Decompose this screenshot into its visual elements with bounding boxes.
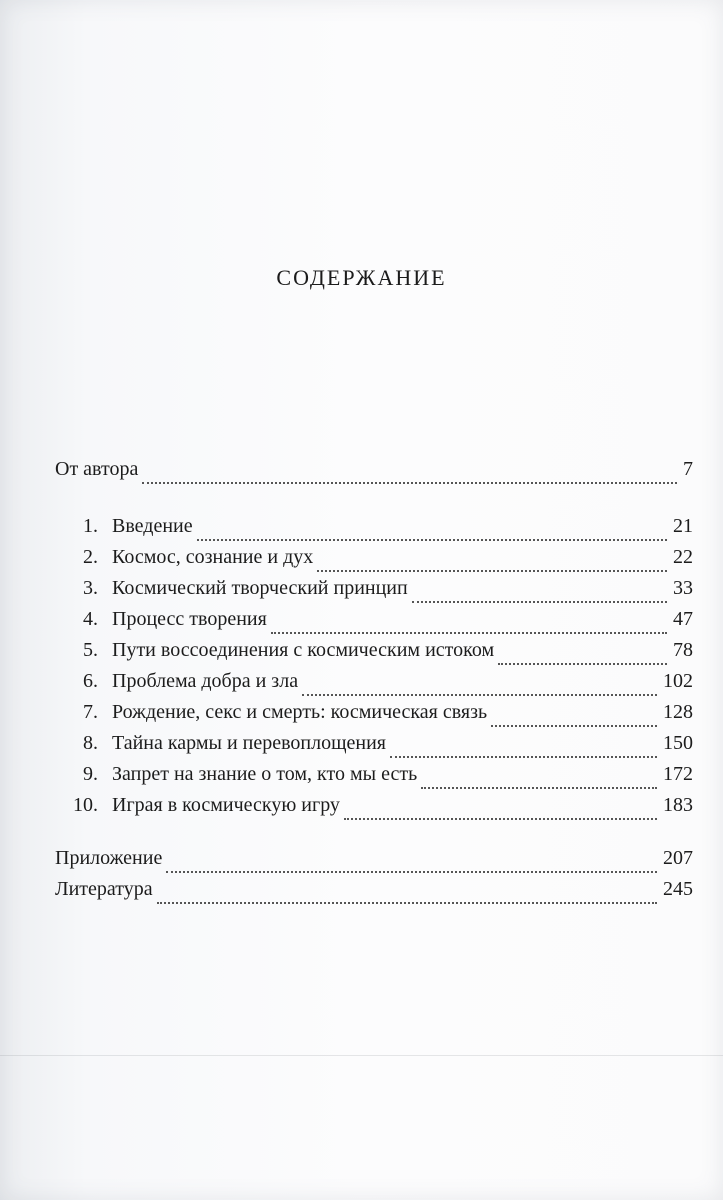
- chapter-number: 2.: [83, 546, 98, 568]
- dot-leader: [166, 871, 657, 873]
- chapter-number: 9.: [83, 763, 98, 785]
- toc-entry-page: 128: [663, 701, 693, 723]
- toc-entry-chapter-1: [55, 515, 693, 546]
- toc-entry-chapter-4: [55, 608, 693, 639]
- toc-entry-page: 245: [663, 878, 693, 900]
- page-title: СОДЕРЖАНИЕ: [276, 265, 447, 290]
- toc-entry-label: Космос, сознание и дух: [112, 546, 314, 568]
- toc-entry-label: Приложение: [55, 847, 163, 869]
- dot-leader: [344, 818, 657, 820]
- dot-leader: [412, 601, 667, 603]
- toc-entry-label: Процесс творения: [112, 608, 267, 630]
- toc-entry-chapter-3: [55, 577, 693, 608]
- toc-entry-label: Запрет на знание о том, кто мы есть: [112, 763, 418, 785]
- chapter-number: 8.: [83, 732, 98, 754]
- toc-entry-literature: [55, 878, 693, 909]
- toc-entry-label: Космический творческий принцип: [112, 577, 408, 599]
- toc-entry-appendix: [55, 847, 693, 878]
- toc-entry-chapter-2: [55, 546, 693, 577]
- page-edge-shadow: [0, 1055, 723, 1056]
- toc-entry-page: 102: [663, 670, 693, 692]
- dot-leader: [421, 787, 657, 789]
- toc-entry-label: Тайна кармы и перевоплощения: [112, 732, 386, 754]
- dot-leader: [197, 539, 667, 541]
- toc-entry-label: Введение: [112, 515, 193, 537]
- dot-leader: [491, 725, 657, 727]
- toc-entry-chapter-7: [55, 701, 693, 732]
- toc-entry-page: 183: [663, 794, 693, 816]
- toc-entry-from-author: [55, 458, 693, 489]
- dot-leader: [142, 482, 677, 484]
- toc-entry-page: 78: [673, 639, 693, 661]
- toc-entry-page: 150: [663, 732, 693, 754]
- table-of-contents: [55, 458, 693, 909]
- toc-entry-label: Литература: [55, 878, 153, 900]
- chapter-number: 7.: [83, 701, 98, 723]
- toc-entry-label: От автора: [55, 458, 139, 480]
- chapter-number: 6.: [83, 670, 98, 692]
- toc-entry-chapter-9: [55, 763, 693, 794]
- toc-entry-page: 7: [683, 458, 693, 480]
- toc-entry-page: 22: [673, 546, 693, 568]
- toc-entry-label: Проблема добра и зла: [112, 670, 299, 692]
- chapter-number: 10.: [73, 794, 98, 816]
- dot-leader: [157, 902, 657, 904]
- chapter-number: 5.: [83, 639, 98, 661]
- toc-entry-chapter-5: [55, 639, 693, 670]
- chapter-number: 4.: [83, 608, 98, 630]
- dot-leader: [390, 756, 657, 758]
- toc-entry-label: Играя в космическую игру: [112, 794, 340, 816]
- toc-entry-page: 21: [673, 515, 693, 537]
- toc-entry-chapter-10: [55, 794, 693, 825]
- toc-entry-page: 207: [663, 847, 693, 869]
- dot-leader: [302, 694, 657, 696]
- toc-entry-chapter-6: [55, 670, 693, 701]
- toc-entry-chapter-8: [55, 732, 693, 763]
- chapter-number: 3.: [83, 577, 98, 599]
- dot-leader: [498, 663, 667, 665]
- toc-entry-page: 47: [673, 608, 693, 630]
- toc-entry-page: 172: [663, 763, 693, 785]
- chapter-number: 1.: [83, 515, 98, 537]
- toc-entry-page: 33: [673, 577, 693, 599]
- dot-leader: [271, 632, 667, 634]
- toc-entry-label: Пути воссоединения с космическим истоком: [112, 639, 495, 661]
- toc-entry-label: Рождение, секс и смерть: космическая связь: [112, 701, 488, 723]
- dot-leader: [317, 570, 667, 572]
